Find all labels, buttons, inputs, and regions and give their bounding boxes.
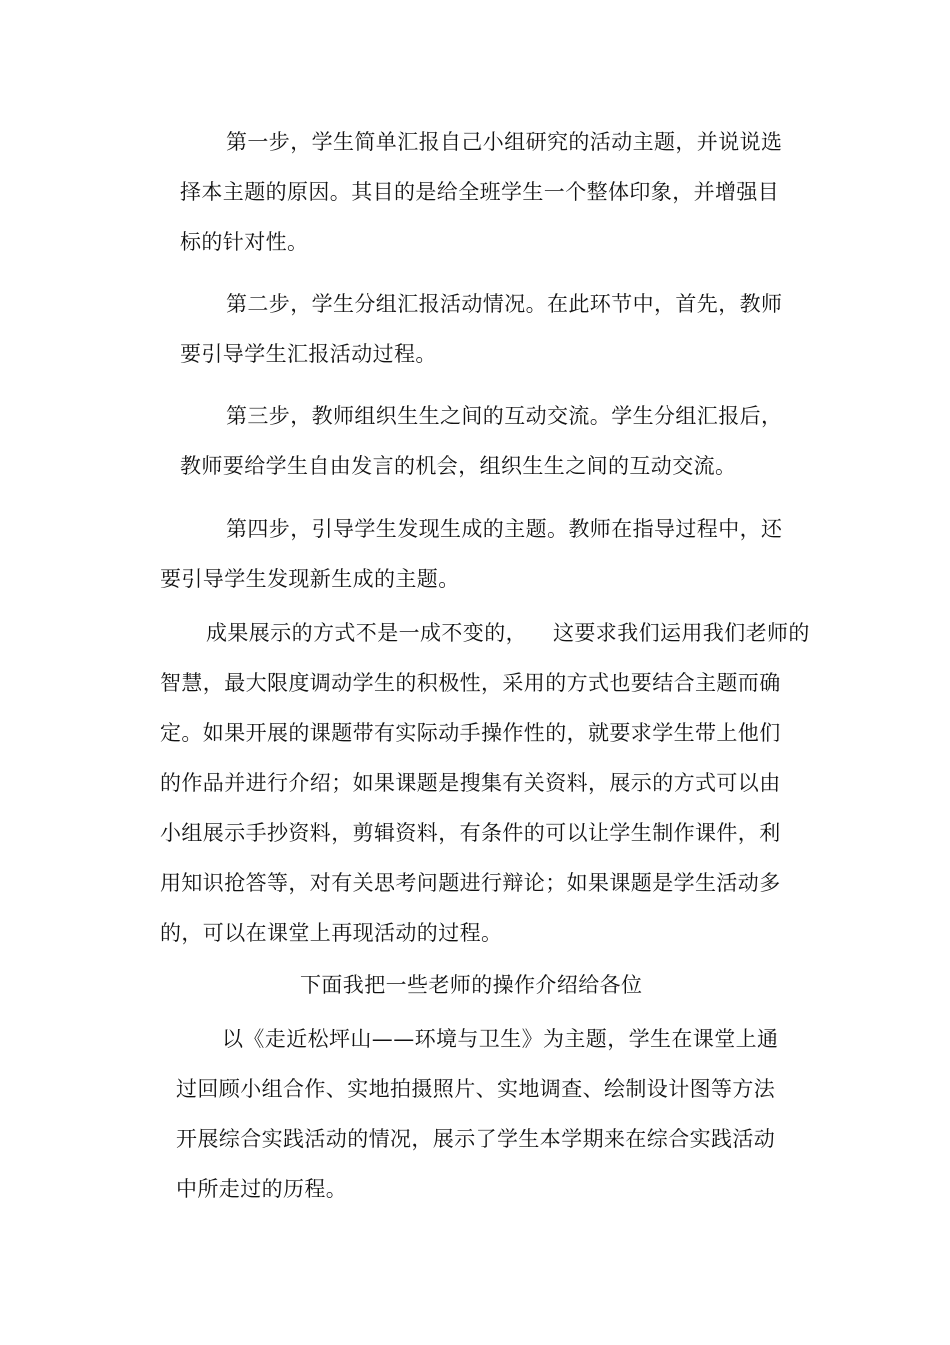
paragraph-line: 第一步，学生简单汇报自己小组研究的活动主题，并说说选 [226,130,783,154]
paragraph-line: 要引导学生发现新生成的主题。 [160,567,460,591]
paragraph-line: 以《走近松坪山——环境与卫生》为主题，学生在课堂上通 [222,1027,779,1051]
paragraph-line: 智慧，最大限度调动学生的积极性，采用的方式也要结合主题而确 [160,671,781,695]
paragraph-line: 定。如果开展的课题带有实际动手操作性的，就要求学生带上他们 [160,721,781,745]
paragraph-line-part: 成果展示的方式不是一成不变的， [206,621,527,645]
paragraph-line: 择本主题的原因。其目的是给全班学生一个整体印象，并增强目 [180,180,780,204]
paragraph-line: 开展综合实践活动的情况，展示了学生本学期来在综合实践活动 [176,1127,776,1151]
paragraph-line: 教师要给学生自由发言的机会，组织生生之间的互动交流。 [180,454,737,478]
paragraph-line: 用知识抢答等，对有关思考问题进行辩论；如果课题是学生活动多 [160,871,781,895]
paragraph-line: 过回顾小组合作、实地拍摄照片、实地调查、绘制设计图等方法 [176,1077,776,1101]
paragraph-line: 要引导学生汇报活动过程。 [180,342,437,366]
paragraph-line: 的作品并进行介绍；如果课题是搜集有关资料，展示的方式可以由 [160,771,781,795]
paragraph-line: 第三步，教师组织生生之间的互动交流。学生分组汇报后， [226,404,783,428]
paragraph-line: 中所走过的历程。 [176,1177,348,1201]
paragraph-line: 标的针对性。 [180,230,309,254]
paragraph-line: 小组展示手抄资料，剪辑资料，有条件的可以让学生制作课件，利 [160,821,781,845]
paragraph-line [206,618,810,648]
section-heading: 下面我把一些老师的操作介绍给各位 [300,973,643,997]
paragraph-line: 的，可以在课堂上再现活动的过程。 [160,921,503,945]
paragraph-line-part: 这要求我们运用我们老师的 [553,621,810,645]
paragraph-line: 第二步，学生分组汇报活动情况。在此环节中，首先，教师 [226,292,783,316]
paragraph-line: 第四步，引导学生发现生成的主题。教师在指导过程中，还 [226,517,783,541]
